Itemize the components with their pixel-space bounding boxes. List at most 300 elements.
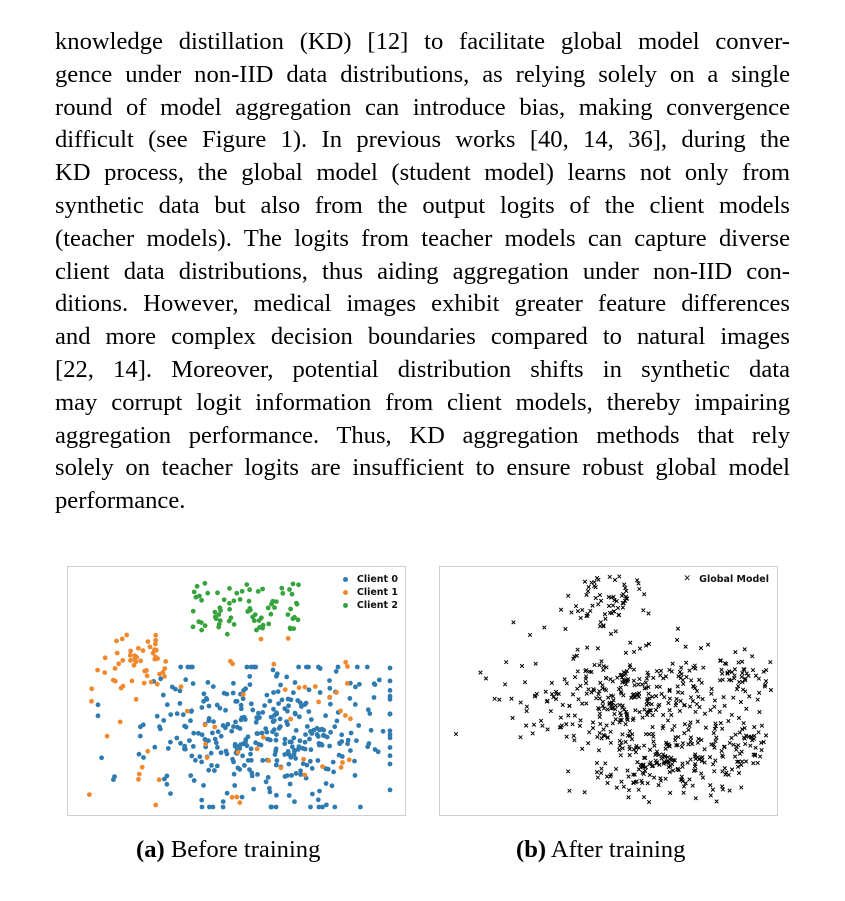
point-client-0 [245, 665, 250, 670]
point-global-model [749, 744, 753, 748]
point-client-0 [248, 752, 253, 757]
point-global-model [676, 690, 680, 694]
point-global-model [676, 685, 680, 689]
point-global-model [601, 668, 605, 672]
point-global-model [752, 725, 756, 729]
point-client-0 [353, 773, 358, 778]
point-global-model [624, 651, 628, 655]
point-global-model [727, 719, 731, 723]
point-global-model [702, 666, 706, 670]
point-global-model [670, 713, 674, 717]
point-client-2 [291, 626, 296, 631]
point-client-0 [238, 726, 243, 731]
point-client-0 [304, 701, 309, 706]
point-global-model [525, 709, 529, 713]
point-global-model [525, 705, 529, 709]
paragraph-line: [22, 14]. Moreover, potential distribution shifts in synthetic data [55, 355, 790, 383]
point-client-0 [307, 687, 312, 692]
point-client-0 [286, 697, 291, 702]
point-global-model [688, 705, 692, 709]
caption-a-text: Before training [170, 836, 321, 863]
point-client-0 [317, 728, 322, 733]
point-client-1 [203, 742, 208, 747]
point-client-0 [240, 795, 245, 800]
point-global-model [600, 737, 604, 741]
point-global-model [585, 593, 589, 597]
point-client-0 [388, 762, 393, 767]
point-client-1 [95, 668, 100, 673]
point-global-model [627, 796, 631, 800]
point-global-model [606, 781, 610, 785]
point-global-model [628, 753, 632, 757]
point-global-model [585, 646, 589, 650]
point-global-model [709, 794, 713, 798]
point-global-model [479, 671, 483, 675]
point-global-model [576, 609, 580, 613]
scatter-plot-before-training [67, 566, 406, 816]
scatter-plot-after-training [439, 566, 778, 816]
point-client-2 [291, 616, 296, 621]
point-global-model [622, 785, 626, 789]
point-global-model [757, 691, 761, 695]
point-client-2 [286, 612, 291, 617]
point-global-model [593, 580, 597, 584]
legend-marker-client-1 [343, 590, 348, 595]
paragraph-line: solely on teacher logits are insufficient to ensure robust global model [55, 454, 790, 482]
point-global-model [693, 765, 697, 769]
point-global-model [682, 791, 686, 795]
point-global-model [730, 736, 734, 740]
point-client-0 [165, 774, 170, 779]
point-global-model [609, 730, 613, 734]
point-client-0 [324, 803, 329, 808]
point-global-model [598, 593, 602, 597]
point-global-model [734, 733, 738, 737]
point-client-1 [185, 709, 190, 714]
point-global-model [675, 697, 679, 701]
point-client-0 [221, 799, 226, 804]
point-client-0 [225, 752, 230, 757]
point-global-model [628, 641, 632, 645]
point-global-model [683, 722, 687, 726]
point-global-model [561, 703, 565, 707]
point-client-0 [286, 762, 291, 767]
point-client-0 [225, 692, 230, 697]
point-client-0 [298, 772, 303, 777]
point-global-model [658, 685, 662, 689]
point-client-1 [334, 690, 339, 695]
point-client-1 [145, 673, 150, 678]
point-client-0 [201, 699, 206, 704]
point-client-1 [118, 720, 123, 725]
point-global-model [750, 654, 754, 658]
point-client-2 [291, 582, 296, 587]
point-client-0 [200, 732, 205, 737]
point-global-model [637, 788, 641, 792]
point-client-0 [352, 759, 357, 764]
point-global-model [740, 660, 744, 664]
point-global-model [733, 668, 737, 672]
point-client-0 [209, 763, 214, 768]
point-client-0 [265, 693, 270, 698]
point-global-model [688, 778, 692, 782]
point-client-0 [331, 770, 336, 775]
point-global-model [695, 702, 699, 706]
point-client-2 [296, 582, 301, 587]
point-client-0 [327, 744, 332, 749]
point-global-model [585, 692, 589, 696]
point-global-model [696, 720, 700, 724]
point-global-model [543, 626, 547, 630]
point-global-model [740, 675, 744, 679]
point-global-model [756, 761, 760, 765]
point-client-2 [287, 587, 292, 592]
point-global-model [608, 575, 612, 579]
point-client-0 [274, 712, 279, 717]
point-client-1 [137, 772, 142, 777]
point-global-model [758, 710, 762, 714]
point-global-model [605, 775, 609, 779]
point-client-2 [227, 607, 232, 612]
point-global-model [679, 666, 683, 670]
point-global-model [701, 776, 705, 780]
point-global-model [638, 647, 642, 651]
point-global-model [709, 708, 713, 712]
point-global-model [594, 596, 598, 600]
point-global-model [531, 732, 535, 736]
point-client-1 [340, 760, 345, 765]
point-global-model [583, 790, 587, 794]
point-global-model [684, 645, 688, 649]
point-client-0 [274, 805, 279, 810]
point-global-model [743, 742, 747, 746]
point-client-2 [199, 620, 204, 625]
point-client-2 [203, 581, 208, 586]
point-client-0 [369, 728, 374, 733]
point-client-0 [276, 689, 281, 694]
point-client-1 [153, 633, 158, 638]
point-client-2 [194, 595, 199, 600]
point-global-model [532, 723, 536, 727]
point-client-2 [213, 610, 218, 615]
point-global-model [668, 697, 672, 701]
point-client-1 [132, 656, 137, 661]
point-client-0 [275, 671, 280, 676]
point-client-0 [365, 744, 370, 749]
paragraph-line: client data distributions, thus aiding aggregation under non-IID con- [55, 257, 790, 285]
point-global-model [528, 633, 532, 637]
point-client-0 [260, 710, 265, 715]
point-client-0 [223, 708, 228, 713]
point-client-0 [366, 707, 371, 712]
point-client-0 [178, 689, 183, 694]
point-client-0 [260, 731, 265, 736]
point-client-0 [268, 699, 273, 704]
point-client-2 [288, 607, 293, 612]
point-global-model [691, 699, 695, 703]
point-client-0 [317, 805, 322, 810]
point-client-0 [388, 679, 393, 684]
point-client-0 [202, 691, 207, 696]
point-global-model [622, 583, 626, 587]
point-global-model [624, 682, 628, 686]
point-client-1 [144, 668, 149, 673]
point-client-0 [200, 705, 205, 710]
point-global-model [703, 712, 707, 716]
point-client-1 [116, 661, 121, 666]
point-client-2 [225, 632, 230, 637]
point-global-model [609, 677, 613, 681]
point-client-1 [153, 638, 158, 643]
point-client-0 [331, 760, 336, 765]
point-client-0 [260, 758, 265, 763]
point-client-1 [286, 636, 291, 641]
point-client-1 [279, 765, 284, 770]
point-global-model [753, 734, 757, 738]
point-client-1 [154, 648, 159, 653]
point-client-1 [148, 645, 153, 650]
point-client-0 [211, 805, 216, 810]
point-global-model [685, 675, 689, 679]
point-client-0 [381, 729, 386, 734]
point-client-0 [339, 732, 344, 737]
point-global-model [681, 741, 685, 745]
point-global-model [565, 682, 569, 686]
point-global-model [599, 722, 603, 726]
point-global-model [648, 773, 652, 777]
point-global-model [580, 608, 584, 612]
point-client-0 [349, 731, 354, 736]
point-client-1 [89, 686, 94, 691]
point-global-model [601, 700, 605, 704]
point-client-0 [241, 696, 246, 701]
point-client-0 [266, 775, 271, 780]
point-global-model [758, 755, 762, 759]
point-global-model [638, 710, 642, 714]
point-global-model [574, 604, 578, 608]
point-global-model [699, 646, 703, 650]
point-client-1 [345, 681, 350, 686]
point-global-model [621, 606, 625, 610]
point-client-0 [289, 740, 294, 745]
point-global-model [703, 748, 707, 752]
point-client-0 [161, 718, 166, 723]
point-client-0 [358, 805, 363, 810]
point-client-0 [285, 722, 290, 727]
point-global-model [596, 647, 600, 651]
paragraph-line: round of model aggregation can introduce bias, making convergence [55, 93, 790, 121]
point-global-model [587, 688, 591, 692]
legend-marker-global-model: ✕ [683, 574, 691, 584]
point-global-model [570, 611, 574, 615]
caption-b-text: After training [550, 836, 686, 863]
point-global-model [710, 687, 714, 691]
point-global-model [689, 696, 693, 700]
point-client-0 [303, 740, 308, 745]
point-client-0 [299, 704, 304, 709]
point-global-model [624, 740, 628, 744]
point-global-model [683, 731, 687, 735]
point-global-model [524, 724, 528, 728]
point-client-0 [233, 742, 238, 747]
point-client-0 [206, 680, 211, 685]
point-global-model [689, 758, 693, 762]
point-client-0 [291, 736, 296, 741]
point-client-0 [269, 805, 274, 810]
point-global-model [599, 620, 603, 624]
point-client-0 [274, 793, 279, 798]
point-client-0 [253, 740, 258, 745]
legend-entry-client-1 [343, 586, 398, 599]
point-global-model [613, 578, 617, 582]
legend-a [343, 573, 398, 612]
point-client-0 [259, 743, 264, 748]
point-client-1 [89, 699, 94, 704]
point-global-model [651, 713, 655, 717]
point-client-0 [232, 783, 237, 788]
point-client-0 [388, 711, 393, 716]
point-client-1 [134, 697, 139, 702]
point-global-model [713, 705, 717, 709]
point-client-0 [248, 682, 253, 687]
point-client-0 [235, 699, 240, 704]
point-client-1 [141, 648, 146, 653]
point-client-0 [249, 701, 254, 706]
point-client-2 [253, 612, 258, 617]
point-client-2 [257, 618, 262, 623]
point-client-0 [165, 782, 170, 787]
point-client-0 [300, 746, 305, 751]
point-client-0 [138, 724, 143, 729]
point-client-0 [247, 674, 252, 679]
point-client-0 [282, 741, 287, 746]
point-client-2 [238, 597, 243, 602]
point-global-model [751, 761, 755, 765]
point-global-model [718, 679, 722, 683]
point-global-model [606, 696, 610, 700]
point-global-model [694, 710, 698, 714]
point-global-model [519, 701, 523, 705]
point-global-model [598, 712, 602, 716]
point-client-1 [103, 655, 108, 660]
point-global-model [595, 770, 599, 774]
point-client-0 [173, 687, 178, 692]
point-global-model [587, 585, 591, 589]
point-client-2 [296, 617, 301, 622]
point-global-model [576, 648, 580, 652]
point-client-2 [199, 598, 204, 603]
point-client-1 [128, 649, 133, 654]
point-global-model [686, 761, 690, 765]
point-client-0 [348, 748, 353, 753]
legend-entry-client-2 [343, 599, 398, 612]
point-client-2 [244, 582, 249, 587]
point-client-2 [199, 628, 204, 633]
point-global-model [512, 621, 516, 625]
point-global-model [544, 690, 548, 694]
point-client-1 [140, 765, 145, 770]
point-client-1 [157, 672, 162, 677]
point-global-model [600, 767, 604, 771]
point-client-0 [193, 758, 198, 763]
point-global-model [599, 681, 603, 685]
point-client-2 [191, 609, 196, 614]
point-global-model [720, 668, 724, 672]
point-global-model [689, 679, 693, 683]
point-client-0 [308, 805, 313, 810]
point-global-model [757, 730, 761, 734]
point-client-0 [288, 782, 293, 787]
point-global-model [745, 707, 749, 711]
point-client-0 [168, 740, 173, 745]
point-global-model [714, 759, 718, 763]
point-client-0 [327, 686, 332, 691]
point-global-model [628, 729, 632, 733]
point-global-model [579, 718, 583, 722]
point-client-0 [178, 701, 183, 706]
point-client-0 [249, 665, 254, 670]
point-client-1 [236, 750, 241, 755]
point-global-model [632, 679, 636, 683]
point-global-model [617, 613, 621, 617]
legend-marker-client-0 [343, 577, 348, 582]
point-global-model [632, 668, 636, 672]
point-global-model [764, 734, 768, 738]
point-global-model [642, 795, 646, 799]
point-global-model [736, 743, 740, 747]
point-global-model [628, 663, 632, 667]
point-client-0 [152, 745, 157, 750]
point-global-model [688, 724, 692, 728]
point-client-0 [183, 747, 188, 752]
point-client-0 [340, 754, 345, 759]
point-client-2 [195, 584, 200, 589]
point-client-0 [207, 704, 212, 709]
point-client-2 [227, 601, 232, 606]
point-client-1 [124, 633, 129, 638]
point-client-2 [232, 598, 237, 603]
point-client-2 [240, 589, 245, 594]
point-global-model [659, 669, 663, 673]
point-global-model [563, 678, 567, 682]
caption-a [136, 836, 320, 864]
point-client-0 [236, 766, 241, 771]
point-client-0 [324, 781, 329, 786]
point-global-model [668, 708, 672, 712]
point-global-model [742, 721, 746, 725]
point-global-model [592, 584, 596, 588]
point-client-0 [388, 735, 393, 740]
point-client-0 [218, 706, 223, 711]
point-global-model [647, 692, 651, 696]
point-client-0 [231, 724, 236, 729]
point-client-0 [283, 774, 288, 779]
point-global-model [732, 696, 736, 700]
point-global-model [595, 761, 599, 765]
point-client-2 [192, 590, 197, 595]
point-global-model [592, 687, 596, 691]
point-client-1 [288, 717, 293, 722]
point-global-model [701, 697, 705, 701]
point-client-0 [292, 799, 297, 804]
point-client-0 [315, 732, 320, 737]
caption-b [516, 836, 685, 864]
paragraph-line: KD process, the global model (student model) learns not only from [55, 159, 790, 187]
point-global-model [606, 708, 610, 712]
point-global-model [714, 739, 718, 743]
point-global-model [498, 698, 502, 702]
point-global-model [655, 669, 659, 673]
